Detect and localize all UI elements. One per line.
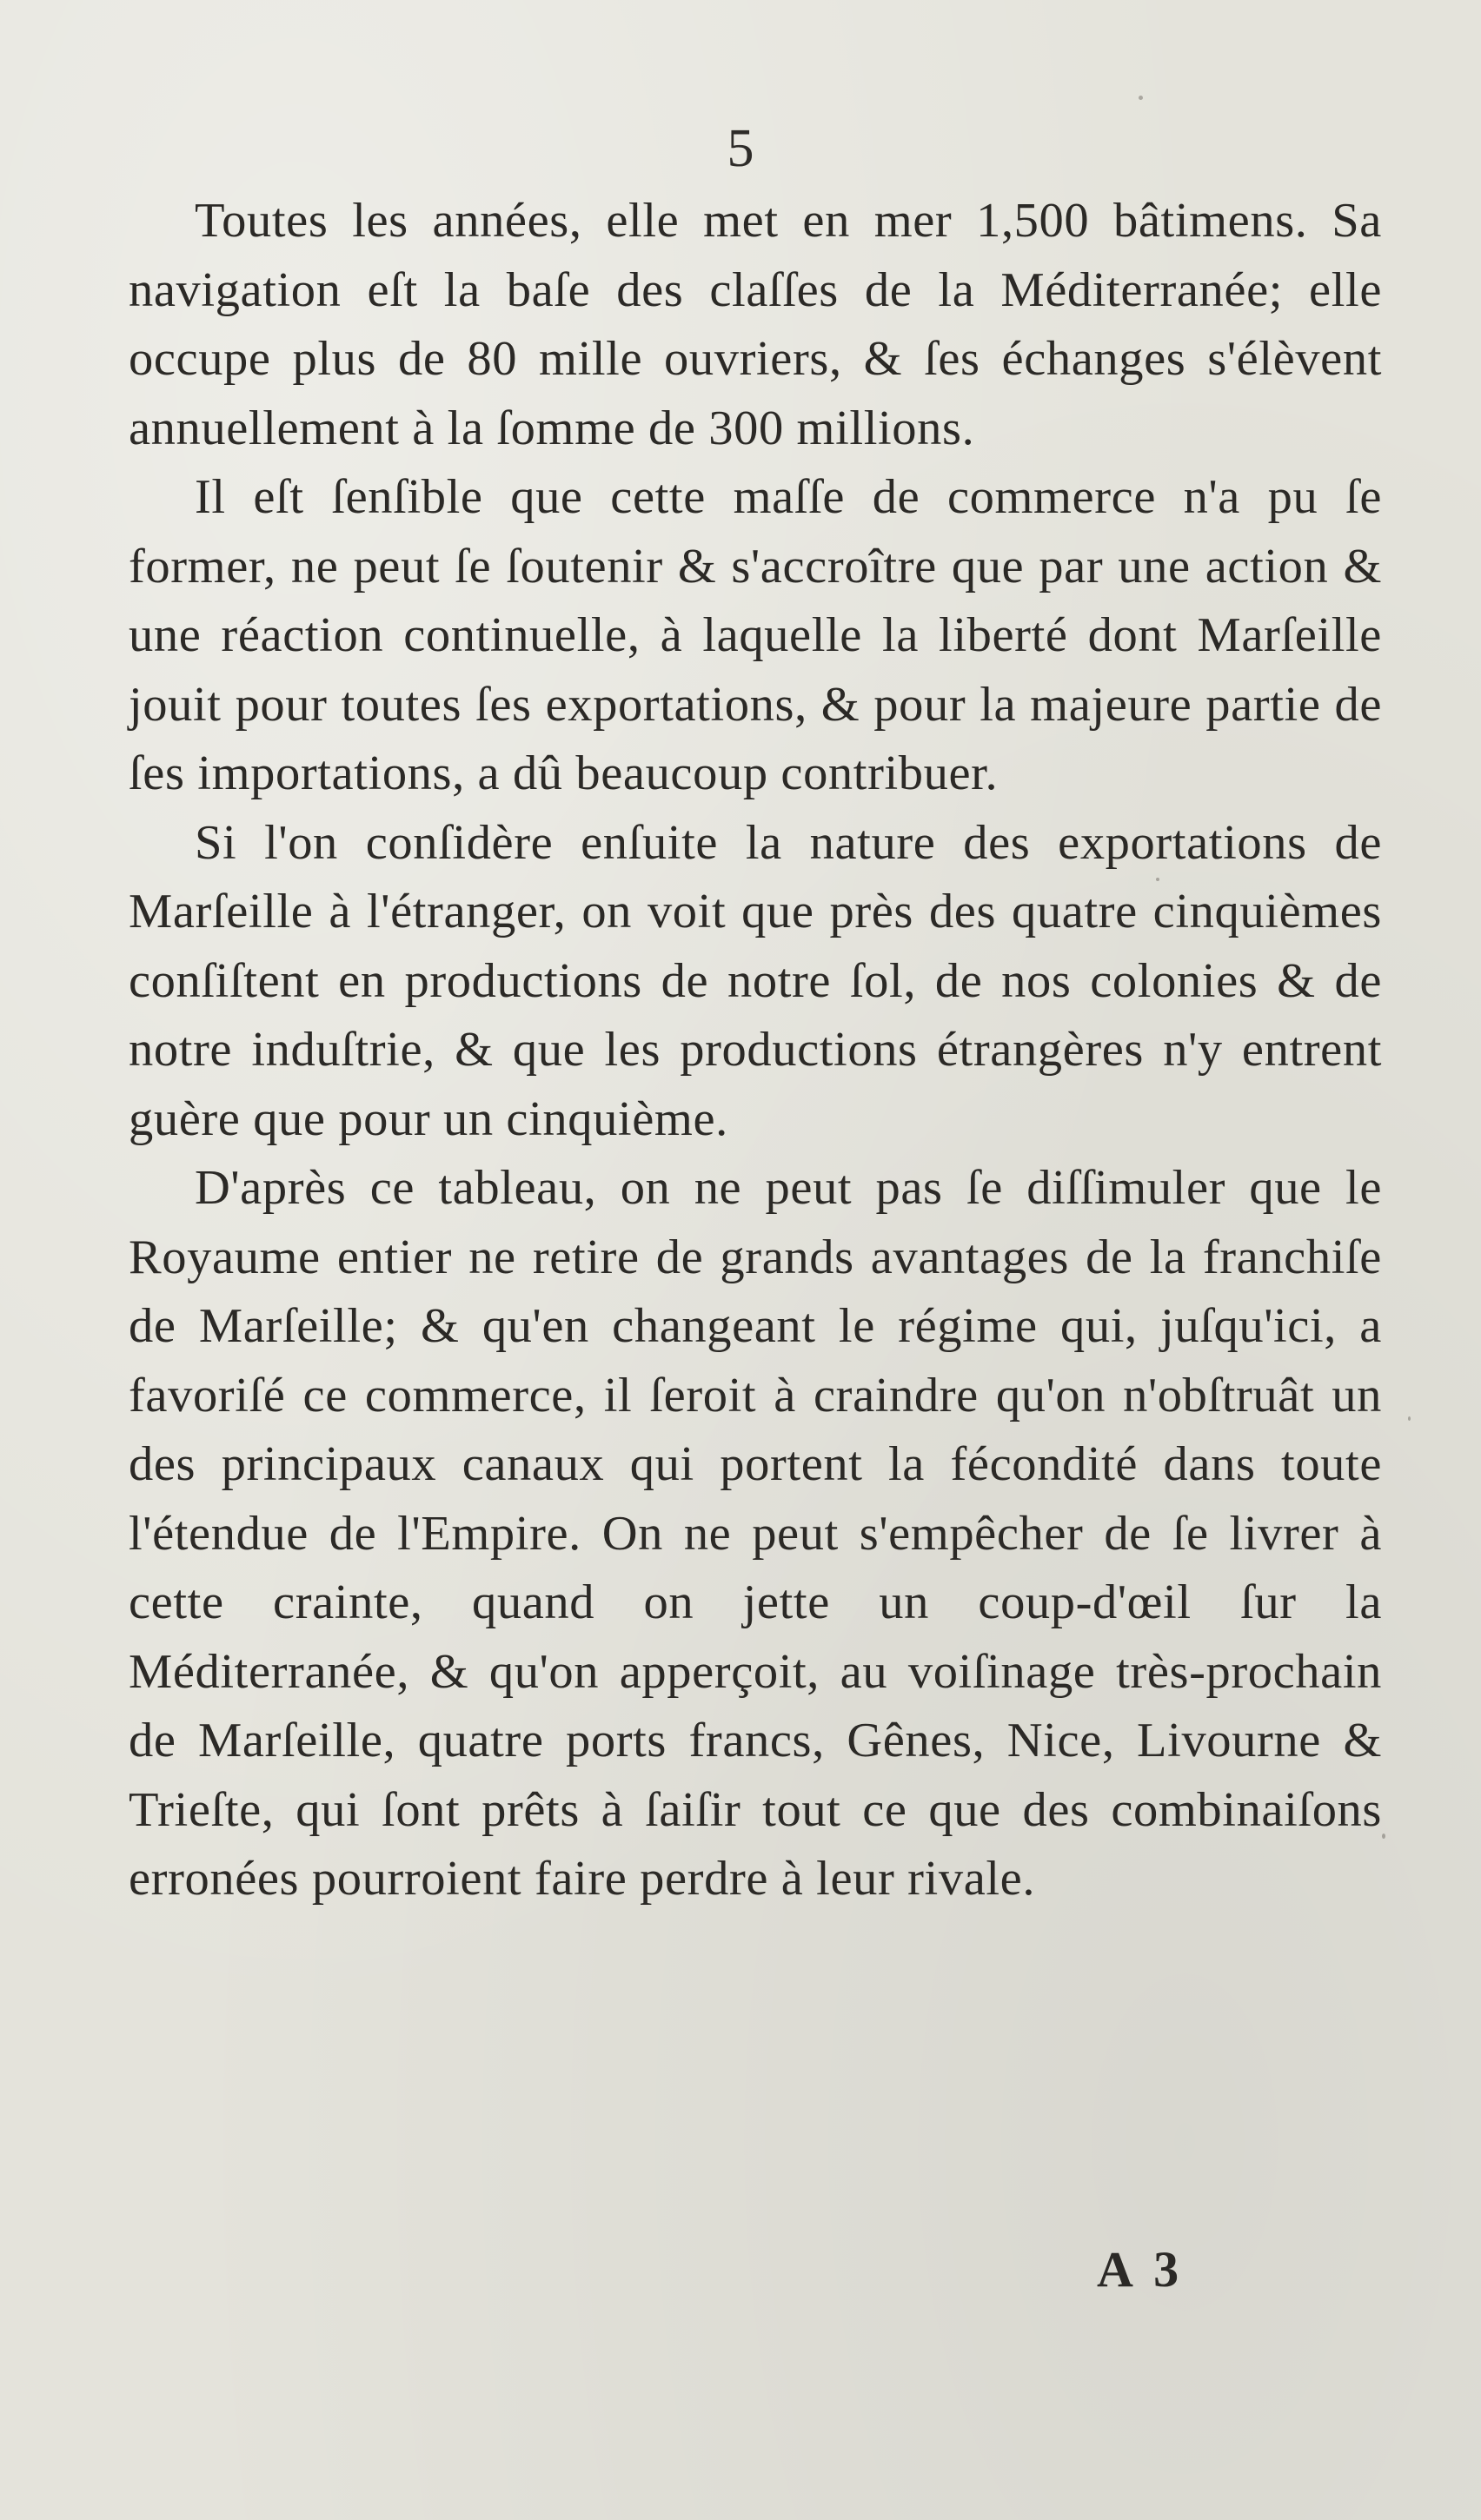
paragraph-1: Toutes les années, elle met en mer 1,500 bâtimens. Sa navigation eſt la baſe des claſſes de la Méditerranée; elle occupe plus de 80 mille ouvriers, & ſes échanges s'élèvent annuellement à la ſomme de 300 millions. [129, 194, 1382, 455]
signature-mark: A 3 [1097, 2241, 1185, 2298]
paper-speck [1382, 1834, 1385, 1839]
paragraph-3: Si l'on conſidère enſuite la nature des exportations de Marſeille à l'étranger, on voit que près des quatre cinquièmes conſiſtent en productions de notre ſol, de nos colonies & de notre induſtrie, & que les productions étrangères n'y entrent guère que pour un cinquième. [129, 815, 1382, 1146]
paper-speck [1408, 1416, 1411, 1421]
body-text [129, 187, 1382, 1914]
page-number: 5 [727, 119, 754, 178]
paper-speck [1156, 878, 1159, 881]
paragraph-2: Il eſt ſenſible que cette maſſe de commerce n'a pu ſe former, ne peut ſe ſoutenir & s'accroître que par une action & une réaction continuelle, à laquelle la liberté dont Marſeille jouit pour toutes ſes exportations, & pour la majeure partie de ſes importations, a dû beaucoup contribuer. [129, 470, 1382, 800]
paper-speck [1139, 96, 1143, 100]
paragraph-4: D'après ce tableau, on ne peut pas ſe diſſimuler que le Royaume entier ne retire de grands avantages de la franchiſe de Marſeille; & qu'en changeant le régime qui, juſqu'ici, a favoriſé ce commerce, il ſeroit à craindre qu'on n'obſtruât un des principaux canaux qui portent la fécondité dans toute l'étendue de l'Empire. On ne peut s'empêcher de ſe livrer à cette crainte, quand on jette un coup-d'œil ſur la Méditerranée, & qu'on apperçoit, au voiſinage très-prochain de Marſeille, quatre ports francs, Gênes, Nice, Livourne & Trieſte, qui ſont prêts à ſaiſir tout ce que des combinaiſons erronées pourroient faire perdre à leur rivale. [129, 1161, 1382, 1906]
